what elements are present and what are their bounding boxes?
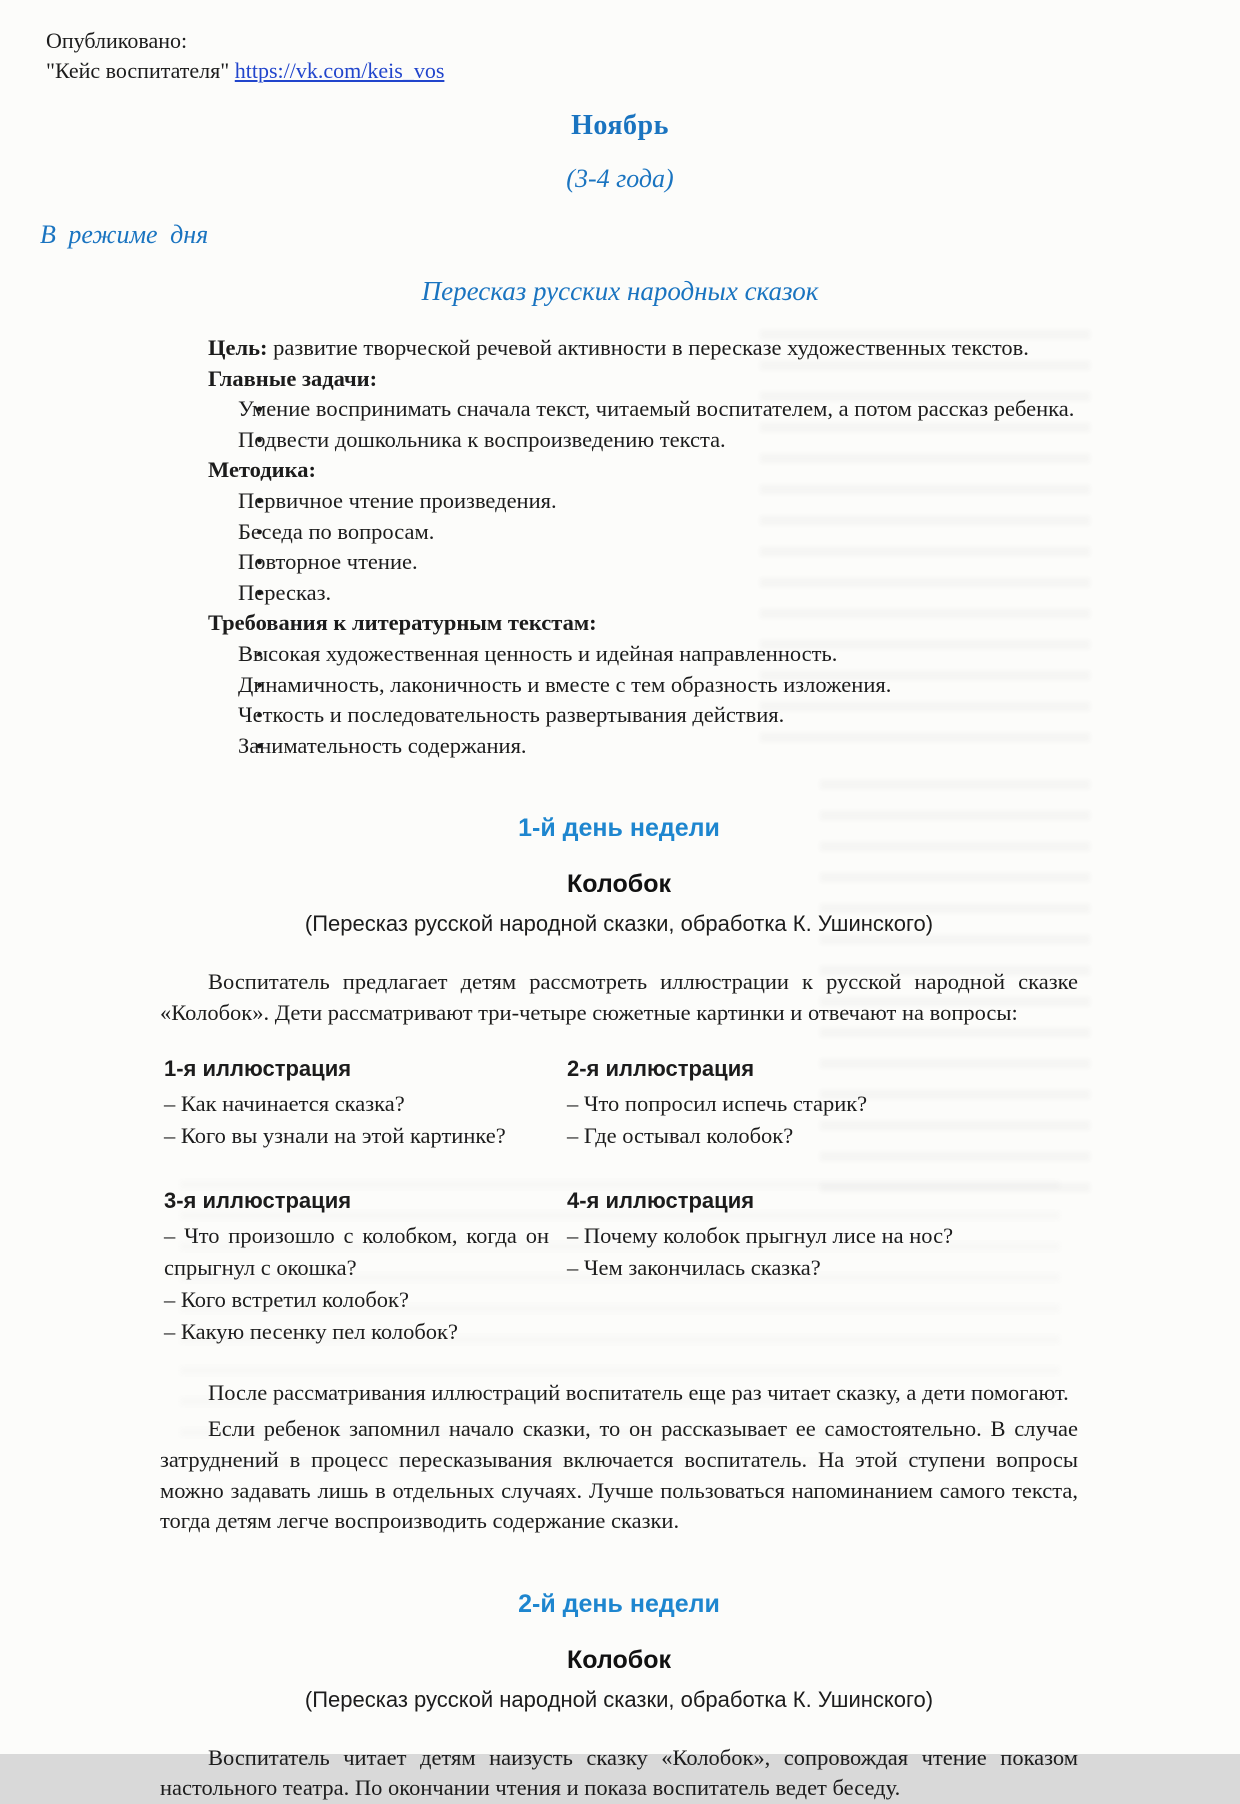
method-item: • Беседа по вопросам. bbox=[160, 517, 1078, 548]
day1-story-title: Колобок bbox=[567, 870, 671, 899]
task-item: • Подвести дошкольника к воспроизведению текста. bbox=[160, 425, 1078, 456]
method-item: • Первичное чтение произведения. bbox=[160, 486, 1078, 517]
day2-heading: 2-й день недели bbox=[518, 1589, 720, 1618]
goal-text: развитие творческой речевой активности в пересказе художественных текстов. bbox=[267, 335, 1029, 360]
age-subtitle: (3-4 года) bbox=[566, 164, 674, 193]
question: – Какую песенку пел колобок? bbox=[164, 1318, 458, 1344]
source-line bbox=[46, 56, 444, 86]
illustration-title: 4-я иллюстрация bbox=[567, 1188, 755, 1214]
month-title: Ноябрь bbox=[571, 110, 669, 141]
day2-story-subtitle: (Пересказ русской народной сказки, обработка К. Ушинского) bbox=[304, 1686, 934, 1712]
publication-info bbox=[46, 26, 444, 85]
method-label: Методика: bbox=[208, 457, 316, 483]
tasks-label: Главные задачи: bbox=[208, 365, 378, 391]
day1-after-text: После рассматривания иллюстраций воспитатель еще раз читает сказку, а дети помогают. bbox=[208, 1379, 1069, 1405]
method-item: • Повторное чтение. bbox=[160, 547, 1078, 578]
task-item: • Умение воспринимать сначала текст, читаемый воспитателем, а потом рассказ ребенка. bbox=[160, 394, 1078, 425]
illustration-block-1 bbox=[164, 1054, 549, 1152]
requirement-item: • Динамичность, лаконичность и вместе с тем образность изложения. bbox=[160, 670, 1078, 701]
requirement-item: • Высокая художественная ценность и идейная направленность. bbox=[160, 639, 1078, 670]
method-item: • Пересказ. bbox=[160, 578, 1078, 609]
question: – Чем закончилась сказка? bbox=[567, 1255, 821, 1281]
question: – Что попросил испечь старик? bbox=[567, 1091, 868, 1117]
source-title: "Кейс воспитателя" bbox=[46, 57, 235, 83]
document-body bbox=[160, 333, 1078, 1804]
requirement-item: • Занимательность содержания. bbox=[160, 731, 1078, 762]
illustration-title: 3-я иллюстрация bbox=[164, 1188, 352, 1214]
illustration-title: 1-я иллюстрация bbox=[164, 1056, 352, 1082]
mode-heading: В режиме дня bbox=[40, 220, 209, 249]
question: – Кого встретил колобок? bbox=[164, 1286, 409, 1312]
published-label: Опубликовано: bbox=[46, 28, 188, 53]
question: – Что произошло с колобком, когда он спрыгнул с окошка? bbox=[164, 1223, 549, 1281]
source-link[interactable]: https://vk.com/keis_vos bbox=[234, 57, 445, 83]
illustration-questions bbox=[164, 1054, 1078, 1347]
goal-label: Цель: bbox=[208, 335, 268, 360]
illustration-title: 2-я иллюстрация bbox=[567, 1056, 755, 1082]
day1-story-subtitle: (Пересказ русской народной сказки, обработка К. Ушинского) bbox=[304, 911, 934, 937]
day2-story-title: Колобок bbox=[567, 1645, 671, 1674]
requirements-label: Требования к литературным текстам: bbox=[208, 610, 597, 636]
illustration-block-4 bbox=[567, 1186, 979, 1348]
day1-heading: 1-й день недели bbox=[518, 814, 720, 843]
illustration-block-2 bbox=[567, 1054, 979, 1152]
day1-note-text: Если ребенок запомнил начало сказки, то он рассказывает ее самостоятельно. В случае затруднений в процесс пересказывания включается воспитатель. На этой ступени вопросы можно задавать лишь в отдельных случаях. Лучше пользоваться напоминанием самого текста, тогда детям легче воспроизводить содержание сказки. bbox=[160, 1416, 1078, 1534]
goal-line bbox=[160, 333, 1078, 364]
illustration-block-3 bbox=[164, 1186, 549, 1348]
question: – Как начинается сказка? bbox=[164, 1091, 405, 1117]
question: – Почему колобок прыгнул лисе на нос? bbox=[567, 1223, 954, 1249]
question: – Где остывал колобок? bbox=[567, 1123, 794, 1149]
section-title: Пересказ русских народных сказок bbox=[421, 276, 819, 306]
question: – Кого вы узнали на этой картинке? bbox=[164, 1123, 506, 1149]
day1-intro: Воспитатель предлагает детям рассмотреть иллюстрации к русской народной сказке «Колобок». Дети рассматривают три-четыре сюжетные картинки и отвечают на вопросы: bbox=[160, 969, 1078, 1025]
day2-intro: Воспитатель читает детям наизусть сказку «Колобок», сопровождая чтение показом настольного театра. По окончании чтения и показа воспитатель ведет беседу. bbox=[160, 1744, 1078, 1801]
requirement-item: • Четкость и последовательность развертывания действия. bbox=[160, 700, 1078, 731]
